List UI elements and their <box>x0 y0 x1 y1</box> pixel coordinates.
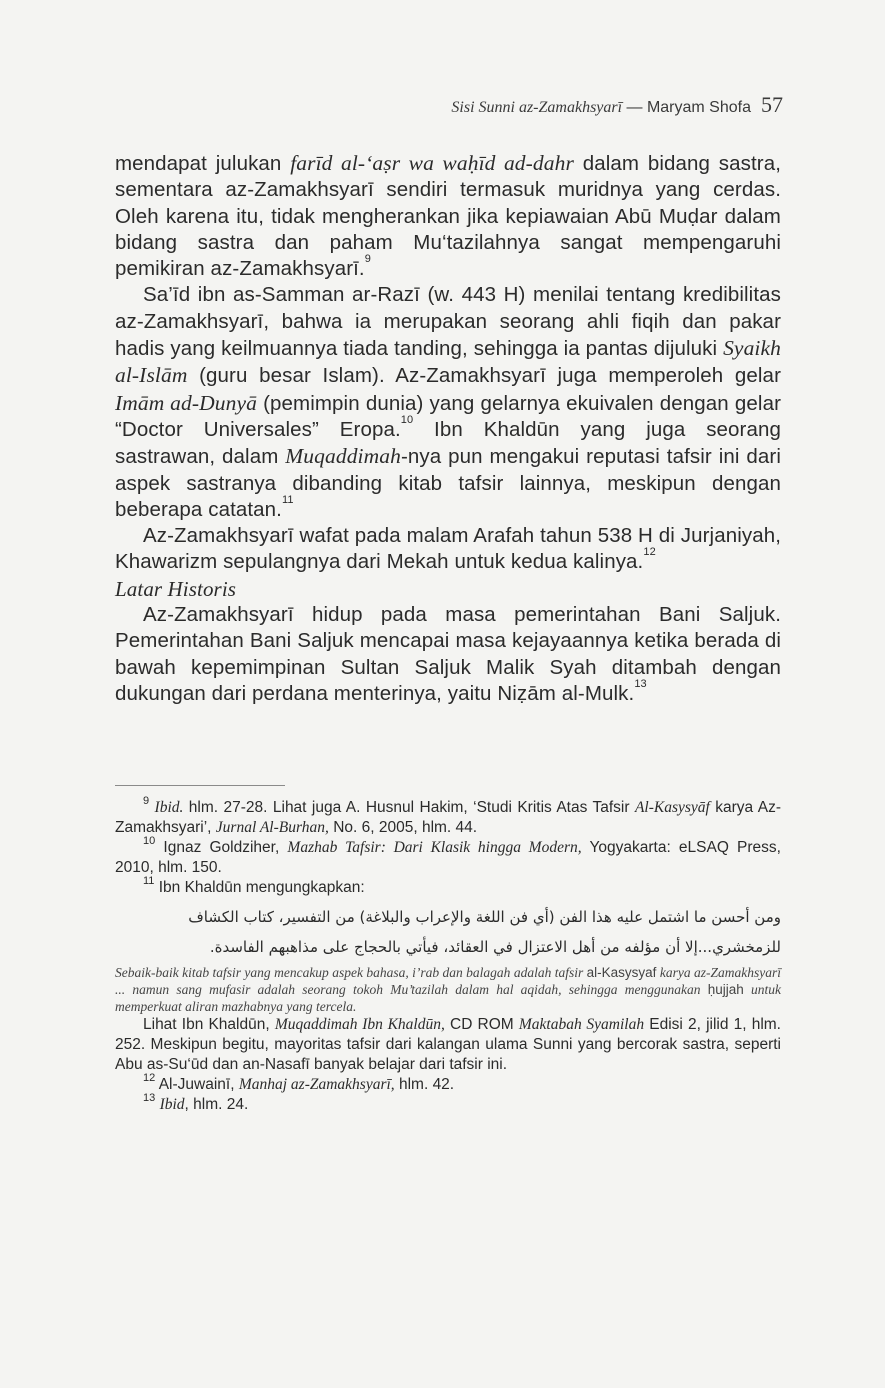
italic-term: Muqaddimah Ibn Khaldūn, <box>274 1016 445 1033</box>
italic-term: Muqaddimah <box>285 444 401 469</box>
footnote-number: 9 <box>143 795 150 807</box>
footnote-number: 10 <box>143 835 156 847</box>
text-run: al-Kasysyaf <box>586 965 657 980</box>
text-run: Ignaz Goldziher, <box>155 839 288 856</box>
text-run: Sa’īd ibn as-Samman ar-Razī (w. 443 H) menilai tentang kredibilitas az-Zamakhsyarī, bahwa ia merupakan seorang ahli fiqih dan pakar hadis yang keilmuannya tiada tanding, sehingga ia pantas dijuluki <box>115 283 781 361</box>
footnote-ref: 11 <box>281 493 294 506</box>
arabic-line: للزمخشري...إلا أن مؤلفه من أهل الاعتزال في العقائد، فيأتي بالحجاج على مذاهبهم الفاسدة. <box>209 938 781 956</box>
text-run: CD ROM <box>444 1016 519 1033</box>
italic-term: Manhaj az-Zamakhsyarī, <box>238 1076 395 1093</box>
text-run: karya az-Zamakhsyarī ... namun sang mufasir adalah seorang tokoh Mu’tazilah dalam hal aqidah, sehingga menggunakan <box>115 965 781 997</box>
text-run: karya Az-Zamakhsyari’, <box>115 799 781 836</box>
italic-term: Imām ad-Dunyā <box>115 390 257 415</box>
footnote-ref: 9 <box>364 253 371 266</box>
text-run: untuk memperkuat aliran mazhabnya yang tercela. <box>115 982 781 1014</box>
text-run: hlm. 42. <box>394 1076 455 1093</box>
footnote-11-continued <box>115 1015 781 1075</box>
arabic-quote <box>115 902 781 962</box>
text-run: No. 6, 2005, hlm. 44. <box>328 819 478 836</box>
footnote-ref: 12 <box>643 546 656 559</box>
running-header <box>110 92 783 118</box>
text-run: Az-Zamakhsyarī hidup pada masa pemerintahan Bani Saljuk. Pemerintahan Bani Saljuk mencapai masa kejayaannya ketika berada di bawah kepemimpinan Sultan Saljuk Malik Syah ditambah dengan dukungan dari perdana menterinya, yaitu Niẓām al-Mulk. <box>115 603 781 705</box>
italic-term: Ibid. <box>154 799 184 816</box>
italic-term: Al-Kasysyāf <box>634 799 710 816</box>
page-number: 57 <box>761 92 783 117</box>
text-run: mendapat julukan <box>115 152 291 175</box>
arabic-line: ومن أحسن ما اشتمل عليه هذا الفن (أي فن اللغة والإعراب والبلاغة) من التفسير، كتاب الكشاف <box>188 908 781 926</box>
text-run: Az-Zamakhsyarī wafat pada malam Arafah tahun 538 H di Jurjaniyah, Khawarizm sepulangnya dari Mekah untuk kedua kalinya. <box>115 524 781 574</box>
text-run: Al-Juwainī, <box>155 1076 239 1093</box>
paragraph-1 <box>115 150 781 282</box>
footnote-ref: 10 <box>400 413 414 426</box>
footnote-12 <box>115 1072 781 1095</box>
text-run: (pemimpin dunia) yang gelarnya ekuivalen dengan gelar “Doctor Universales” Eropa. <box>115 391 781 441</box>
text-run: , hlm. 24. <box>184 1096 249 1113</box>
text-run: hlm. 27-28. Lihat juga A. Husnul Hakim, ‘Studi Kritis Atas Tafsir <box>183 799 635 816</box>
text-run: Sebaik-baik kitab tafsir yang mencakup aspek bahasa, i’rab dan balagah adalah tafsir <box>115 965 587 980</box>
text-run: Lihat Ibn Khaldūn, <box>143 1016 275 1033</box>
italic-term: Ibid <box>159 1096 185 1113</box>
text-run: Edisi 2, jilid 1, hlm. 252. Meskipun begitu, mayoritas tafsir dari kalangan ulama Sunni yang bercorak sastra, seperti Abu as-Su‘ūd dan an-Nasafī banyak belajar dari tafsir ini. <box>115 1016 781 1073</box>
text-run: Ibn Khaldūn yang juga seorang sastrawan, dalam <box>115 417 781 469</box>
paragraph-2 <box>115 282 781 523</box>
text-run: -nya pun mengakui reputasi tafsir ini dari aspek sastranya dibanding kitab tafsir lainnya, meskipun dengan beberapa catatan. <box>115 445 781 521</box>
footnote-number: 13 <box>143 1092 156 1104</box>
header-separator: — <box>622 99 647 116</box>
footnote-13 <box>115 1092 781 1115</box>
footnote-ref: 13 <box>634 677 647 690</box>
footnote-9 <box>115 795 781 838</box>
quote-translation <box>115 964 781 1015</box>
footnote-10 <box>115 835 781 878</box>
header-author: Maryam Shofa <box>646 99 751 116</box>
italic-term: Jurnal Al-Burhan, <box>215 819 329 836</box>
footnote-number: 12 <box>143 1072 156 1084</box>
paragraph-3 <box>115 523 781 576</box>
section-title: Latar Historis <box>115 576 237 601</box>
text-run: Yogyakarta: eLSAQ Press, 2010, hlm. 150. <box>115 839 781 876</box>
italic-term: Mazhab Tafsir: Dari Klasik hingga Modern, <box>287 839 582 856</box>
paragraph-4 <box>115 602 781 707</box>
footnotes <box>115 795 781 1115</box>
italic-term: Maktabah Syamilah <box>518 1016 645 1033</box>
italic-term: Syaikh al-Islām <box>115 336 781 388</box>
italic-term: farīd al-‘aṣr wa waḥīd ad-dahr <box>290 151 574 175</box>
text-run: dalam bidang sastra, sementara az-Zamakhsyarī sendiri termasuk muridnya yang cerdas. Oleh karena itu, tidak mengherankan jika kepiawaian Abū Muḍar dalam bidang sastra dan paham Mu‘tazilahnya sangat mempengaruhi pemikiran az-Zamakhsyarī. <box>115 152 781 281</box>
text-run: (guru besar Islam). Az-Zamakhsyarī juga memperoleh gelar <box>187 364 781 388</box>
footnote-number: 11 <box>143 875 155 887</box>
running-title: Sisi Sunni az-Zamakhsyarī <box>451 99 623 116</box>
footnote-11 <box>115 875 781 898</box>
footnote-divider <box>115 785 285 786</box>
text-run: ḥujjah <box>707 982 744 997</box>
main-text <box>115 150 781 707</box>
text-run: Ibn Khaldūn mengungkapkan: <box>154 879 365 896</box>
